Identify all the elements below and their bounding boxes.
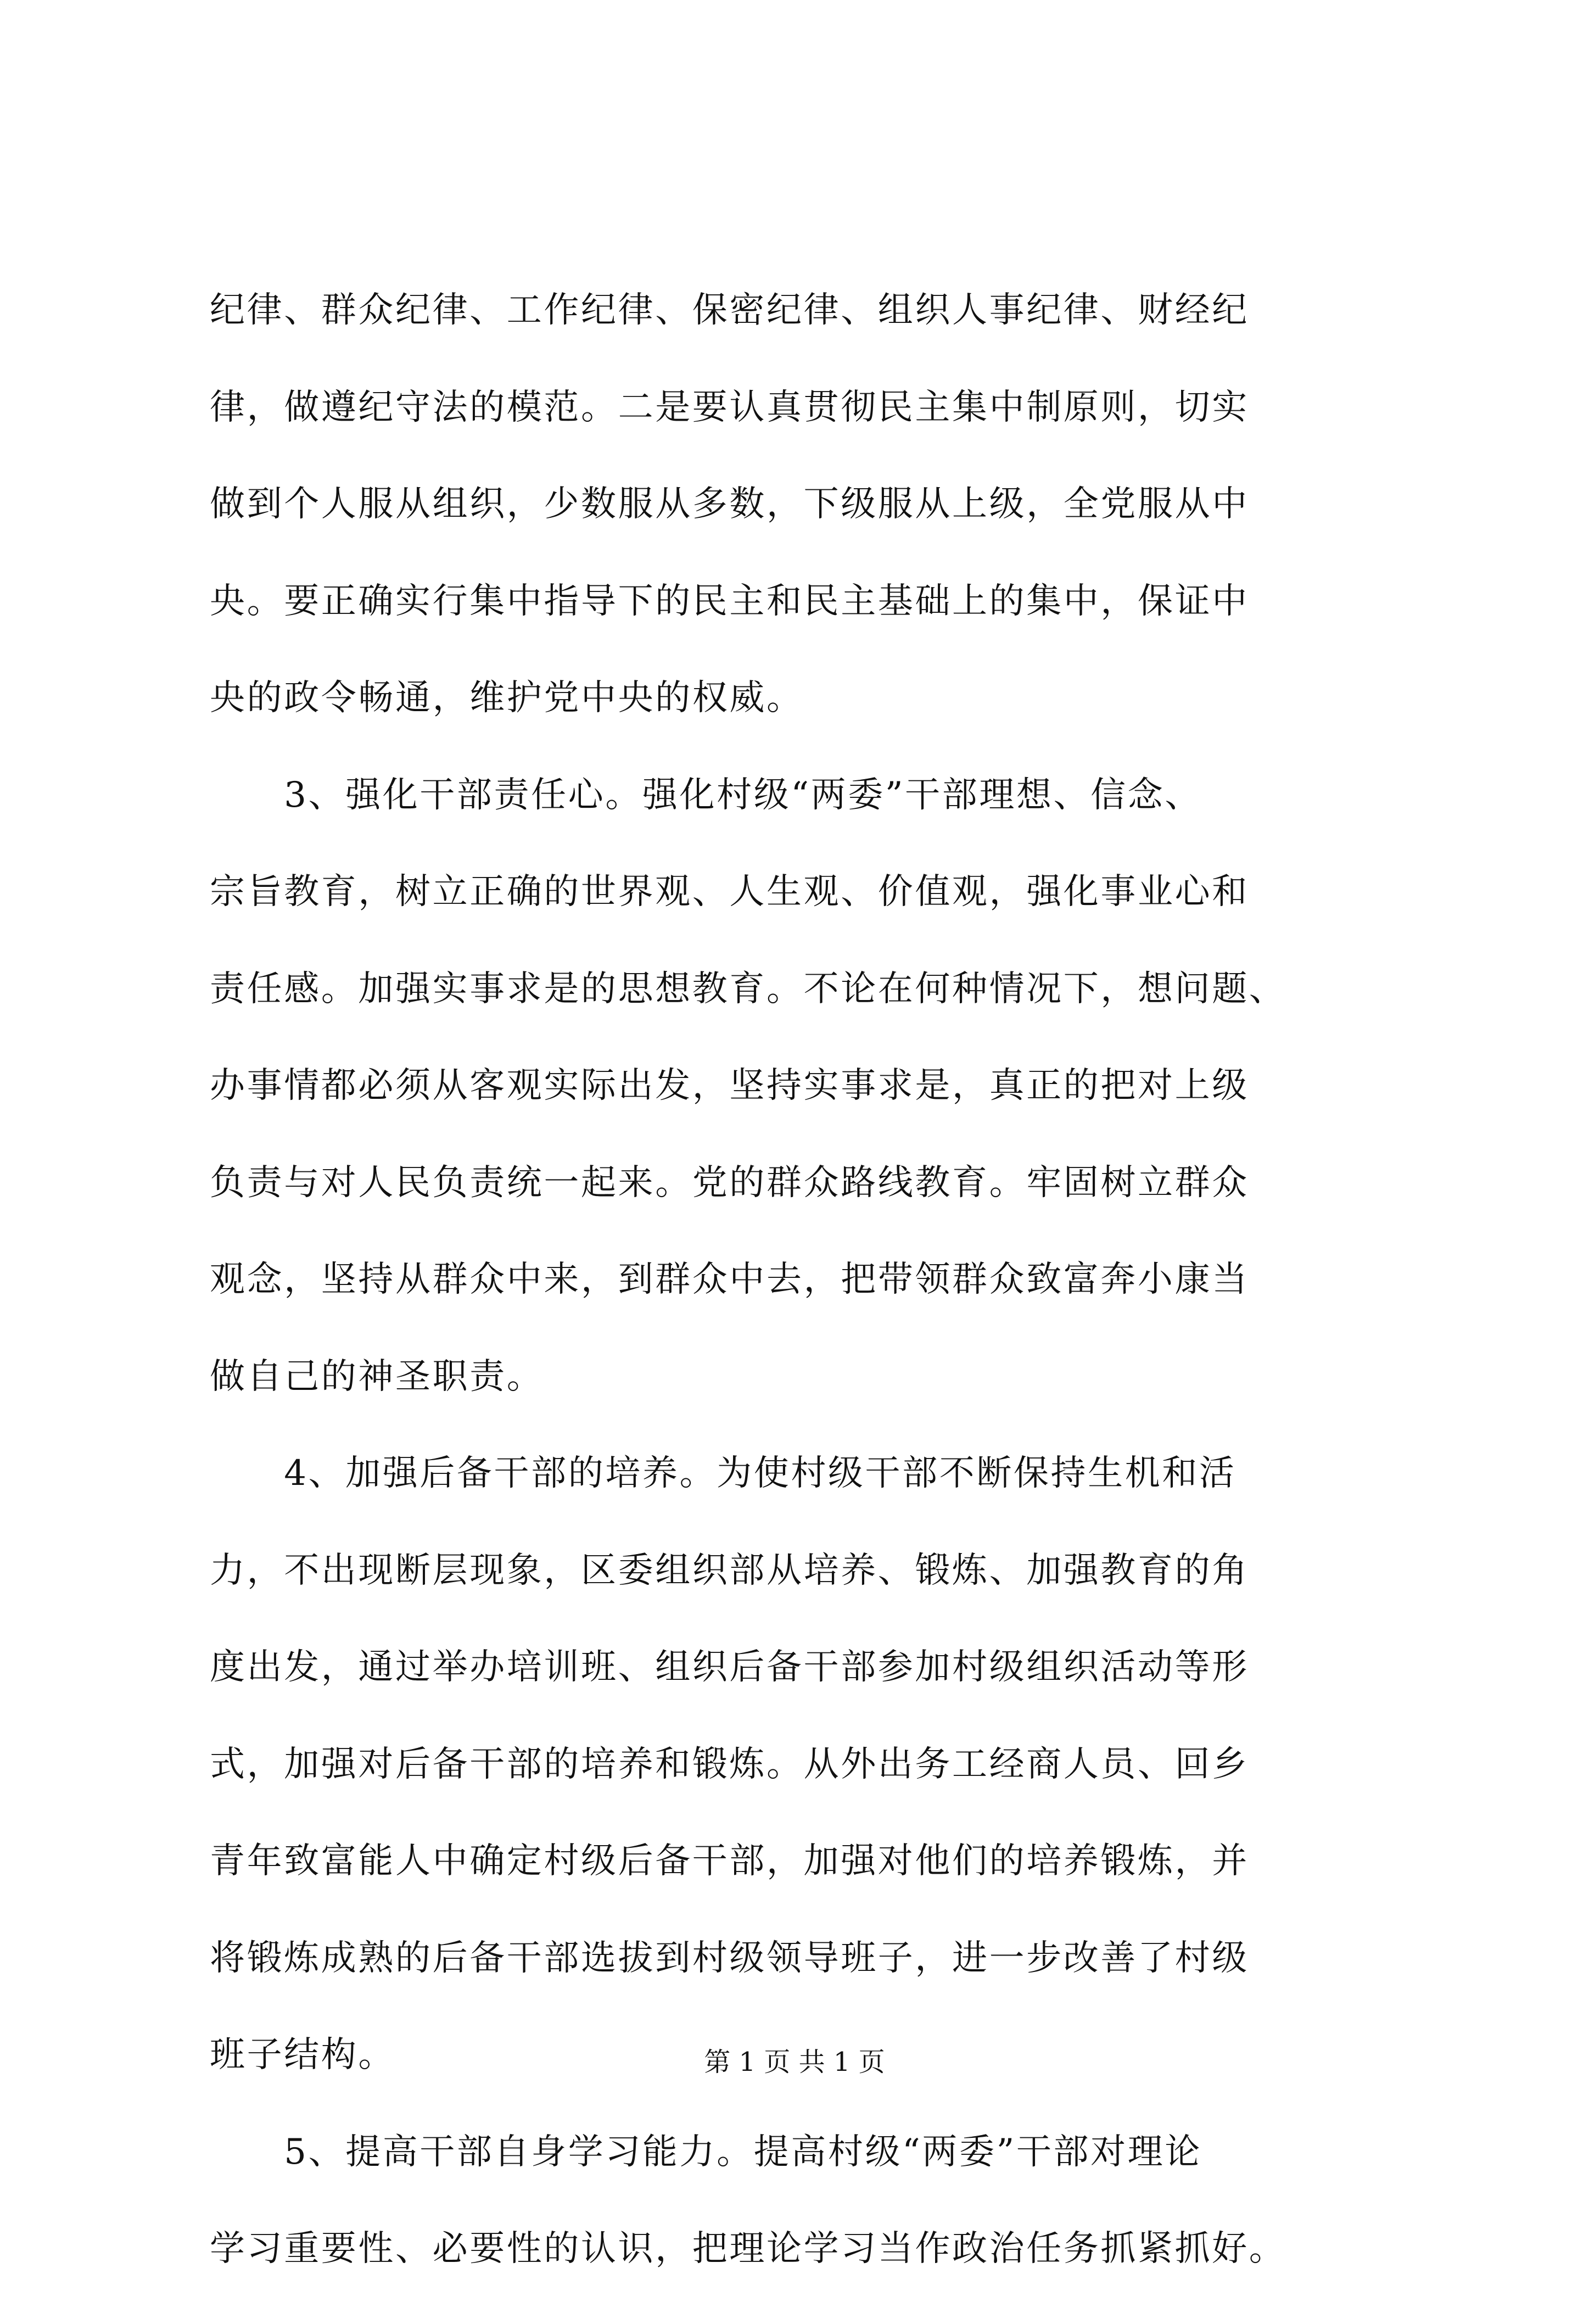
text-line: 学习重要性、必要性的认识，把理论学习当作政治任务抓紧抓好。 <box>210 2228 1286 2269</box>
text-line: 做到个人服从组织，少数服从多数，下级服从上级，全党服从中 <box>210 484 1249 524</box>
text-line: 观念，坚持从群众中来，到群众中去，把带领群众致富奔小康当 <box>210 1259 1249 1300</box>
body-text <box>210 288 1379 2324</box>
text-line: 负责与对人民负责统一起来。党的群众路线教育。牢固树立群众 <box>210 1162 1249 1203</box>
text-line: 宗旨教育，树立正确的世界观、人生观、价值观，强化事业心和 <box>210 872 1249 912</box>
text-line: 5、提高干部自身学习能力。提高村级“两委”干部对理论 <box>210 2131 1202 2172</box>
text-line: 央。要正确实行集中指导下的民主和民主基础上的集中，保证中 <box>210 580 1249 622</box>
text-line: 班子结构。 <box>210 2035 395 2075</box>
page-number-footer: 第 1 页 共 1 页 <box>704 2047 885 2077</box>
text-line: 3、强化干部责任心。强化村级“两委”干部理想、信念、 <box>210 774 1202 815</box>
text-line: 办事情都必须从客观实际出发，坚持实事求是，真正的把对上级 <box>210 1065 1249 1106</box>
text-line: 纪律、群众纪律、工作纪律、保密纪律、组织人事纪律、财经纪 <box>210 290 1249 331</box>
text-line: 将锻炼成熟的后备干部选拔到村级领导班子，进一步改善了村级 <box>210 1937 1249 1979</box>
text-line: 度出发，通过举办培训班、组织后备干部参加村级组织活动等形 <box>210 1647 1249 1688</box>
text-line: 律，做遵纪守法的模范。二是要认真贯彻民主集中制原则，切实 <box>210 387 1249 428</box>
text-line: 青年致富能人中确定村级后备干部，加强对他们的培养锻炼，并 <box>210 1841 1249 1881</box>
text-line: 4、加强后备干部的培养。为使村级干部不断保持生机和活 <box>210 1453 1236 1494</box>
text-line: 做自己的神圣职责。 <box>210 1356 544 1397</box>
text-line: 式，加强对后备干部的培养和锻炼。从外出务工经商人员、回乡 <box>210 1744 1249 1785</box>
text-line: 央的政令畅通，维护党中央的权威。 <box>210 678 804 718</box>
text-line: 责任感。加强实事求是的思想教育。不论在何种情况下，想问题、 <box>210 968 1286 1009</box>
text-line: 力，不出现断层现象，区委组织部从培养、锻炼、加强教育的角 <box>210 1550 1249 1591</box>
